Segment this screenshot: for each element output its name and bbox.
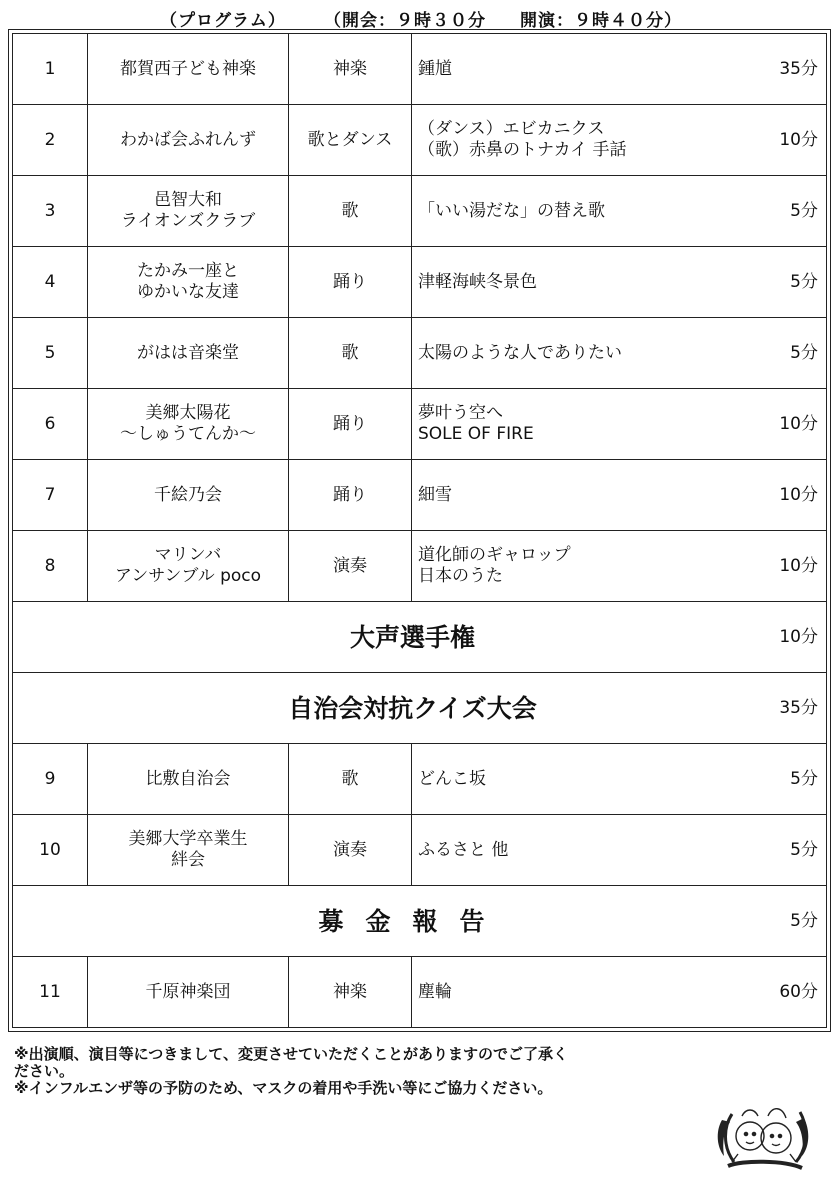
program-table (12, 33, 827, 1028)
program-row (13, 247, 827, 318)
piece-title: 津軽海峡冬景色 (412, 247, 743, 318)
act-number: 7 (13, 460, 88, 531)
duration: 10分 (742, 602, 827, 673)
special-title: 募金報告 (13, 886, 743, 957)
program-row (13, 105, 827, 176)
piece-title: 塵輪 (412, 957, 743, 1028)
genre: 歌 (289, 318, 412, 389)
genre: 踊り (289, 389, 412, 460)
piece-title: 夢叶う空へ SOLE OF FIRE (412, 389, 743, 460)
program-row (13, 176, 827, 247)
note-change: ※出演順、演目等につきまして、変更させていただくことがありますのでご了承く ださい。 (14, 1045, 568, 1080)
act-number: 3 (13, 176, 88, 247)
special-row (13, 673, 827, 744)
program-table-body (13, 34, 827, 1028)
genre: 神楽 (289, 957, 412, 1028)
act-number: 4 (13, 247, 88, 318)
performer-name: 邑智大和 ライオンズクラブ (88, 176, 289, 247)
note-influenza: ※インフルエンザ等の予防のため、マスクの着用や手洗い等にご協力ください。 (14, 1079, 553, 1097)
program-row (13, 957, 827, 1028)
genre: 歌 (289, 744, 412, 815)
start-time: 開演：９時４０分） (520, 11, 682, 31)
duration: 5分 (742, 318, 827, 389)
act-number: 1 (13, 34, 88, 105)
duration: 60分 (742, 957, 827, 1028)
act-number: 6 (13, 389, 88, 460)
program-table-frame (8, 29, 831, 1032)
duration: 5分 (742, 247, 827, 318)
duration: 10分 (742, 389, 827, 460)
program-header (0, 2, 840, 30)
duration: 5分 (742, 744, 827, 815)
special-title: 大声選手権 (13, 602, 743, 673)
special-title: 自治会対抗クイズ大会 (13, 673, 743, 744)
genre: 演奏 (289, 531, 412, 602)
performer-name: がはは音楽堂 (88, 318, 289, 389)
duration: 35分 (742, 673, 827, 744)
mascot-illustration-icon (712, 1096, 814, 1174)
genre: 踊り (289, 247, 412, 318)
program-row (13, 815, 827, 886)
genre: 歌とダンス (289, 105, 412, 176)
program-label: （プログラム） (160, 11, 286, 31)
opening-time: （開会：９時３０分 (324, 11, 486, 31)
piece-title: ふるさと 他 (412, 815, 743, 886)
genre: 踊り (289, 460, 412, 531)
act-number: 10 (13, 815, 88, 886)
piece-title: 鍾馗 (412, 34, 743, 105)
piece-title: 太陽のような人でありたい (412, 318, 743, 389)
special-row (13, 602, 827, 673)
program-row (13, 531, 827, 602)
performer-name: マリンバ アンサンブル poco (88, 531, 289, 602)
genre: 歌 (289, 176, 412, 247)
performer-name: 千原神楽団 (88, 957, 289, 1028)
program-row (13, 460, 827, 531)
performer-name: 千絵乃会 (88, 460, 289, 531)
program-row (13, 318, 827, 389)
piece-title: どんこ坂 (412, 744, 743, 815)
performer-name: 美郷太陽花 ～しゅうてんか～ (88, 389, 289, 460)
piece-title: 「いい湯だな」の替え歌 (412, 176, 743, 247)
special-row (13, 886, 827, 957)
genre: 演奏 (289, 815, 412, 886)
act-number: 9 (13, 744, 88, 815)
duration: 10分 (742, 105, 827, 176)
piece-title: 細雪 (412, 460, 743, 531)
program-row (13, 389, 827, 460)
duration: 10分 (742, 531, 827, 602)
duration: 5分 (742, 815, 827, 886)
duration: 5分 (742, 886, 827, 957)
performer-name: 都賀西子ども神楽 (88, 34, 289, 105)
performer-name: わかば会ふれんず (88, 105, 289, 176)
performer-name: 美郷大学卒業生 絆会 (88, 815, 289, 886)
performer-name: 比敷自治会 (88, 744, 289, 815)
piece-title: （ダンス）エビカニクス （歌）赤鼻のトナカイ 手話 (412, 105, 743, 176)
act-number: 5 (13, 318, 88, 389)
genre: 神楽 (289, 34, 412, 105)
duration: 5分 (742, 176, 827, 247)
notes (14, 1046, 774, 1097)
program-row (13, 744, 827, 815)
duration: 10分 (742, 460, 827, 531)
piece-title: 道化師のギャロップ 日本のうた (412, 531, 743, 602)
act-number: 2 (13, 105, 88, 176)
act-number: 8 (13, 531, 88, 602)
duration: 35分 (742, 34, 827, 105)
act-number: 11 (13, 957, 88, 1028)
performer-name: たかみ一座と ゆかいな友達 (88, 247, 289, 318)
program-row (13, 34, 827, 105)
